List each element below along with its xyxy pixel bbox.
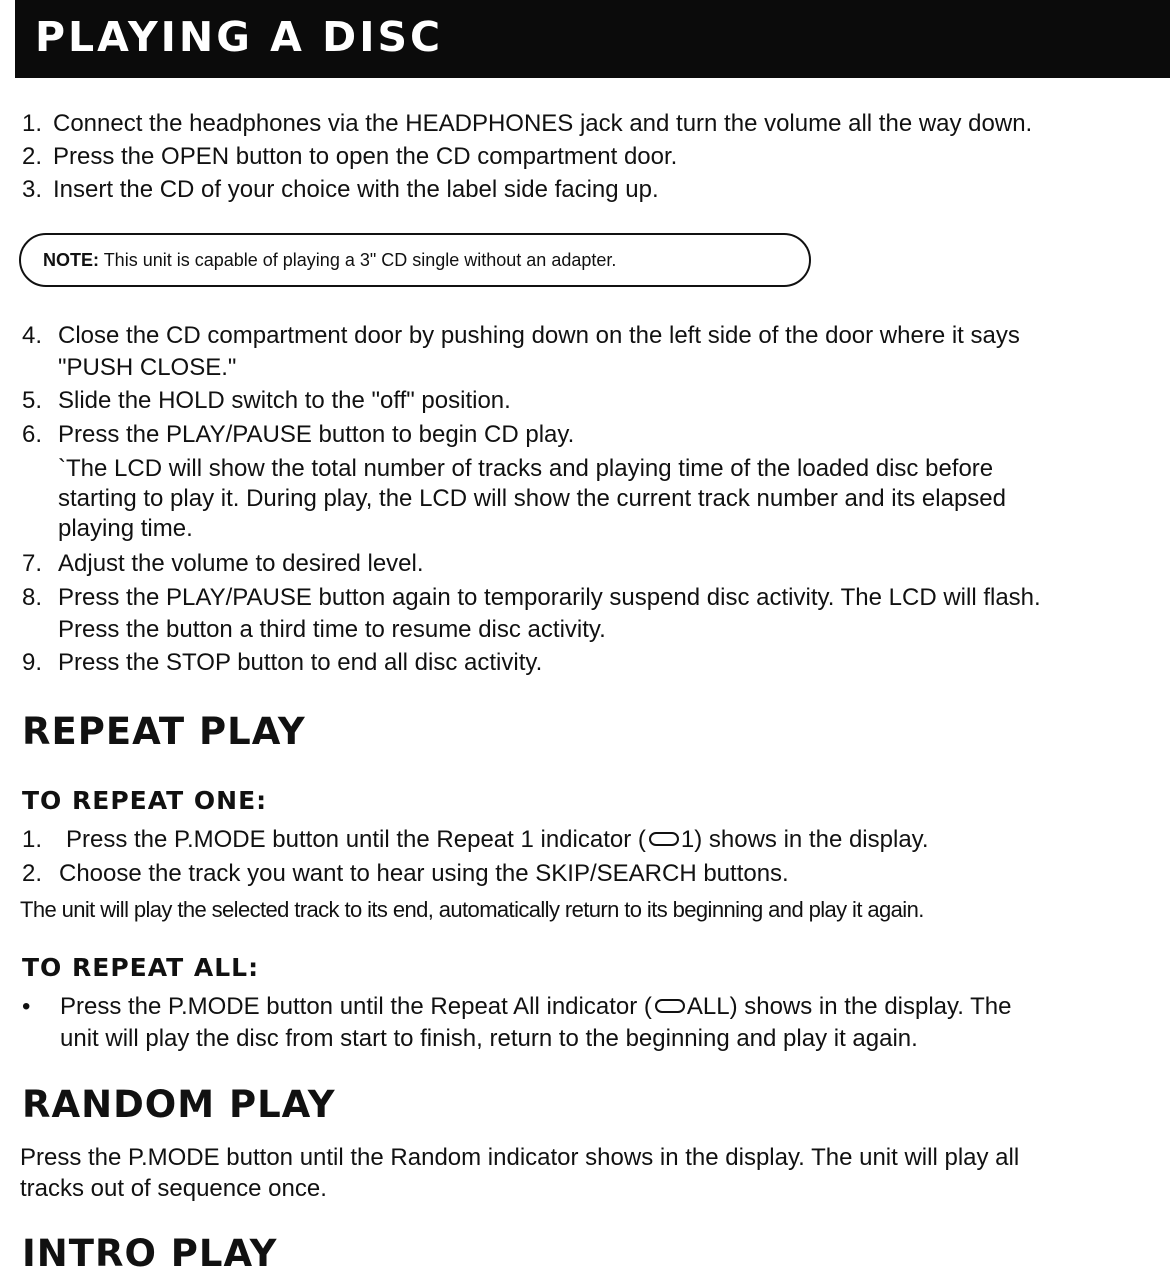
- step-text: Slide the HOLD switch to the "off" position.: [58, 387, 511, 414]
- subheading-repeat-one: TO REPEAT ONE:: [22, 786, 268, 815]
- repeat-indicator-icon: [649, 832, 679, 846]
- random-text: tracks out of sequence once.: [20, 1175, 327, 1202]
- step-number: 1.: [22, 826, 43, 853]
- note-label: NOTE:: [43, 250, 99, 270]
- step-number: 8.: [22, 584, 43, 611]
- repeat-one-note: The unit will play the selected track to its end, automatically return to its beginning and play it again.: [20, 897, 924, 922]
- step-text: [66, 824, 929, 856]
- note-text: [43, 248, 616, 272]
- step-number: 2.: [22, 860, 43, 887]
- section-heading-intro: INTRO PLAY: [22, 1232, 278, 1275]
- subheading-repeat-all: TO REPEAT ALL:: [22, 953, 260, 982]
- step-number: 3.: [22, 176, 43, 203]
- note-callout: [19, 233, 811, 287]
- step-text: Adjust the volume to desired level.: [58, 550, 424, 577]
- step-text: Choose the track you want to hear using the SKIP/SEARCH buttons.: [59, 860, 789, 887]
- step-text: Press the button a third time to resume disc activity.: [58, 616, 606, 643]
- step-number: 9.: [22, 649, 43, 676]
- note-body: This unit is capable of playing a 3" CD single without an adapter.: [103, 250, 617, 270]
- step-text: `The LCD will show the total number of tracks and playing time of the loaded disc before: [58, 455, 994, 482]
- step-text: Connect the headphones via the HEADPHONES jack and turn the volume all the way down.: [53, 110, 1033, 137]
- step-text: Press the STOP button to end all disc activity.: [58, 649, 543, 676]
- step-text: Close the CD compartment door by pushing down on the left side of the door where it says: [58, 322, 1020, 349]
- step-text-part: ALL) shows in the display. The: [686, 993, 1012, 1020]
- step-number: 5.: [22, 387, 43, 414]
- repeat-indicator-icon: [655, 999, 685, 1013]
- step-text: Insert the CD of your choice with the label side facing up.: [53, 176, 659, 203]
- section-heading-random: RANDOM PLAY: [22, 1083, 336, 1126]
- bullet-icon: •: [22, 993, 31, 1020]
- step-number: 6.: [22, 421, 43, 448]
- step-text: playing time.: [58, 515, 193, 542]
- page-title: PLAYING A DISC: [35, 13, 444, 61]
- repeat-all-text: unit will play the disc from start to finish, return to the beginning and play it again.: [60, 1025, 918, 1052]
- step-text: "PUSH CLOSE.": [58, 354, 237, 381]
- step-text: Press the OPEN button to open the CD compartment door.: [53, 143, 678, 170]
- step-number: 2.: [22, 143, 43, 170]
- step-text-part: Press the P.MODE button until the Repeat 1 indicator (: [66, 826, 646, 853]
- step-number: 4.: [22, 322, 43, 349]
- step-text: starting to play it. During play, the LCD will show the current track number and its elapsed: [58, 485, 1006, 512]
- repeat-all-text: [60, 991, 1012, 1023]
- section-heading-repeat: REPEAT PLAY: [22, 710, 306, 753]
- step-text: Press the PLAY/PAUSE button again to temporarily suspend disc activity. The LCD will flash.: [58, 584, 1041, 611]
- step-text: Press the PLAY/PAUSE button to begin CD play.: [58, 421, 575, 448]
- step-number: 1.: [22, 110, 43, 137]
- step-text-part: 1) shows in the display.: [680, 826, 929, 853]
- random-text: Press the P.MODE button until the Random indicator shows in the display. The unit will play all: [20, 1144, 1020, 1171]
- step-number: 7.: [22, 550, 43, 577]
- section-banner: [15, 0, 1170, 78]
- step-text-part: Press the P.MODE button until the Repeat All indicator (: [60, 993, 652, 1020]
